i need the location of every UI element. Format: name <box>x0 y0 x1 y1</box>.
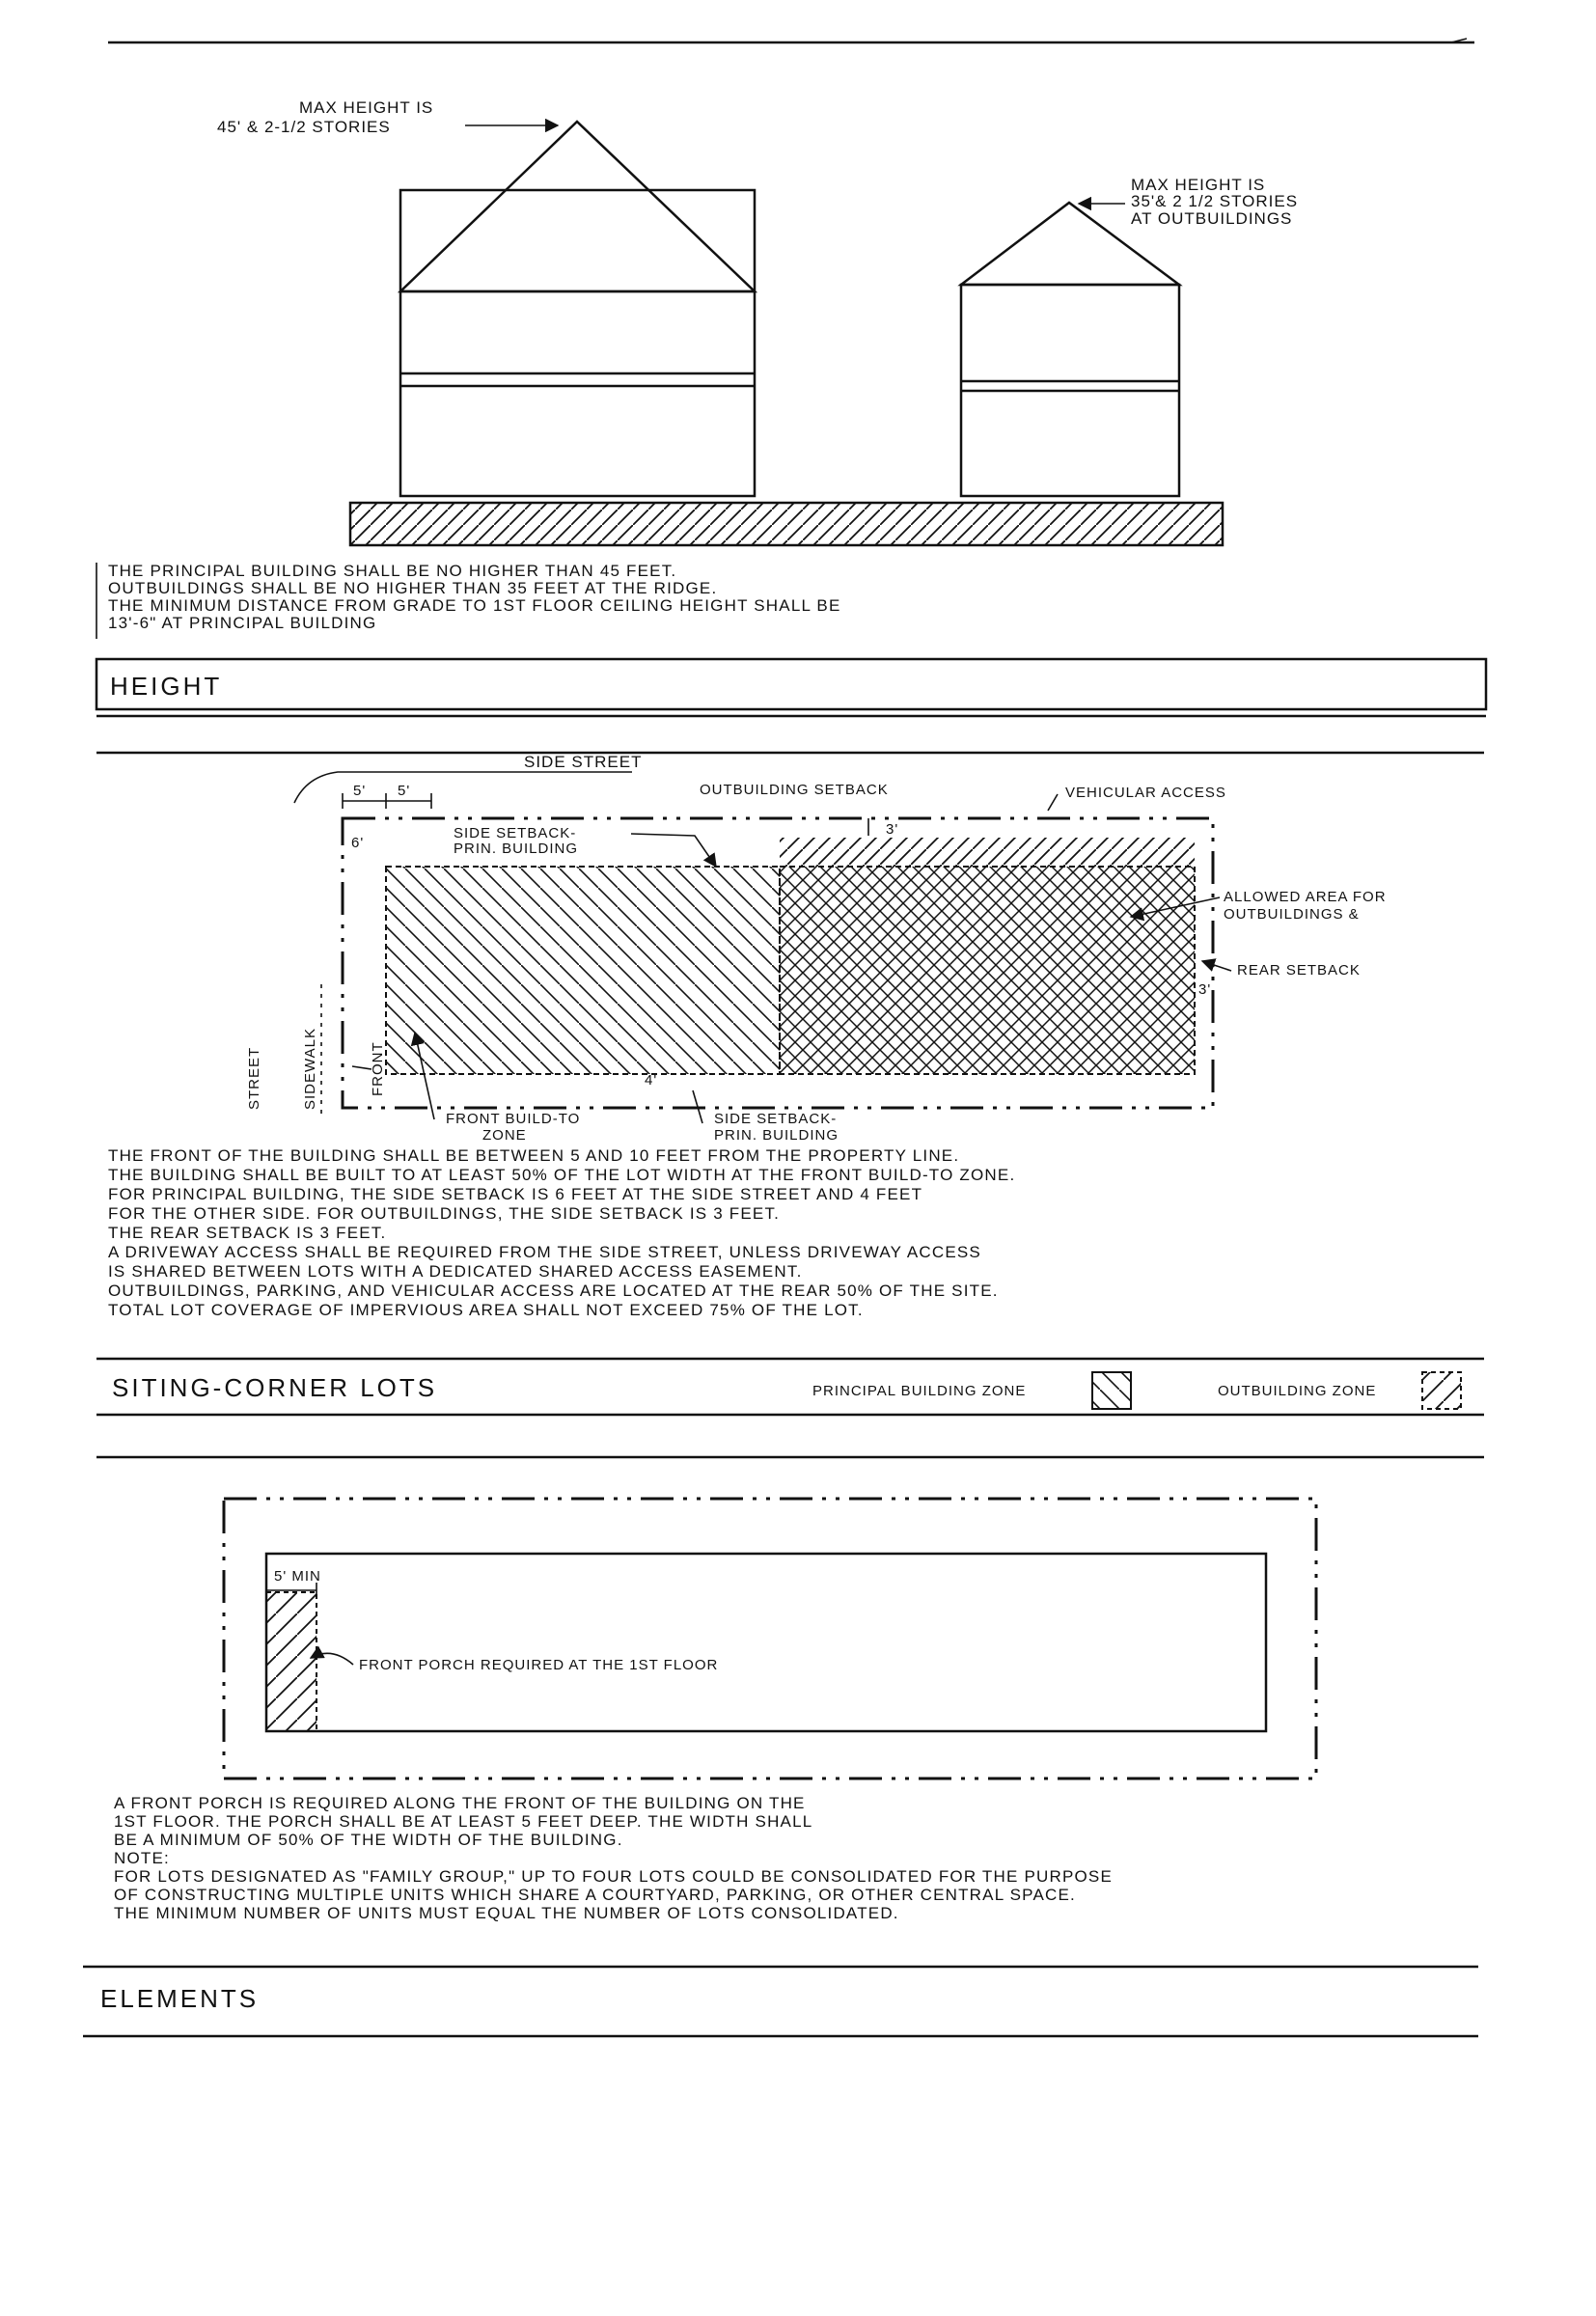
lot-line <box>224 1499 1316 1778</box>
outbuilding-height-label-line1: MAX HEIGHT IS <box>1131 176 1266 194</box>
elements-note-1: A FRONT PORCH IS REQUIRED ALONG THE FRONT OF THE BUILDING ON THE <box>114 1794 806 1812</box>
ground-hatch <box>350 503 1223 545</box>
side-setback-bottom-line2: PRIN. BUILDING <box>714 1127 839 1144</box>
siting-note-7: IS SHARED BETWEEN LOTS WITH A DEDICATED SHARED ACCESS EASEMENT. <box>108 1262 803 1281</box>
siting-note-3: FOR PRINCIPAL BUILDING, THE SIDE SETBACK IS 6 FEET AT THE SIDE STREET AND 4 FEET <box>108 1185 923 1203</box>
elements-note-6: OF CONSTRUCTING MULTIPLE UNITS WHICH SHARE A COURTYARD, PARKING, OR OTHER CENTRAL SPACE. <box>114 1886 1076 1904</box>
elements-note-2: 1ST FLOOR. THE PORCH SHALL BE AT LEAST 5 FEET DEEP. THE WIDTH SHALL <box>114 1812 813 1831</box>
principal-height-label-line2: 45' & 2-1/2 STORIES <box>217 118 391 136</box>
outbuilding-elevation <box>961 203 1179 496</box>
dim-5-left: 5' <box>353 783 367 799</box>
siting-panel-title: SITING-CORNER LOTS <box>112 1373 438 1402</box>
dim-3-rear: 3' <box>1198 981 1212 998</box>
principal-building-elevation <box>400 122 755 496</box>
elements-panel <box>83 1457 1484 2036</box>
front-build-to-line2: ZONE <box>482 1127 527 1144</box>
outbuilding-setback-label: OUTBUILDING SETBACK <box>700 782 889 798</box>
elements-note-3: BE A MINIMUM OF 50% OF THE WIDTH OF THE BUILDING. <box>114 1831 623 1849</box>
principal-height-label-line1: MAX HEIGHT IS <box>299 98 434 117</box>
vehicular-access-label: VEHICULAR ACCESS <box>1065 785 1226 801</box>
elements-note-label: NOTE: <box>114 1849 170 1867</box>
porch-min-dimension: 5' MIN <box>274 1568 321 1585</box>
building-outline <box>266 1554 1266 1731</box>
allowed-area-line1: ALLOWED AREA FOR <box>1224 889 1387 905</box>
siting-note-5: THE REAR SETBACK IS 3 FEET. <box>108 1224 387 1242</box>
elements-note-7: THE MINIMUM NUMBER OF UNITS MUST EQUAL THE NUMBER OF LOTS CONSOLIDATED. <box>114 1904 899 1922</box>
legend-outbuilding-label: OUTBUILDING ZONE <box>1218 1383 1377 1399</box>
siting-note-1: THE FRONT OF THE BUILDING SHALL BE BETWEEN 5 AND 10 FEET FROM THE PROPERTY LINE. <box>108 1146 960 1165</box>
siting-note-2: THE BUILDING SHALL BE BUILT TO AT LEAST 50% OF THE LOT WIDTH AT THE FRONT BUILD-TO ZONE. <box>108 1166 1016 1184</box>
sidewalk-label: SIDEWALK <box>302 1028 318 1110</box>
height-note-4: 13'-6" AT PRINCIPAL BUILDING <box>108 614 377 632</box>
outbuilding-side-setback-hatch <box>780 838 1195 867</box>
legend-outbuilding-swatch <box>1422 1372 1461 1409</box>
side-street-curb <box>294 772 632 803</box>
height-note-1: THE PRINCIPAL BUILDING SHALL BE NO HIGHER THAN 45 FEET. <box>108 562 677 580</box>
dim-5-right: 5' <box>398 783 411 799</box>
siting-note-4: FOR THE OTHER SIDE. FOR OUTBUILDINGS, THE SIDE SETBACK IS 3 FEET. <box>108 1204 781 1223</box>
small-mark <box>352 1066 371 1069</box>
rear-setback-label: REAR SETBACK <box>1237 962 1361 979</box>
elements-note-5: FOR LOTS DESIGNATED AS "FAMILY GROUP," UP TO FOUR LOTS COULD BE CONSOLIDATED FOR THE PURPOSE <box>114 1867 1113 1886</box>
leader-line <box>1048 794 1058 811</box>
leader-arrow <box>631 834 716 867</box>
elements-panel-title: ELEMENTS <box>100 1984 260 2013</box>
siting-note-6: A DRIVEWAY ACCESS SHALL BE REQUIRED FROM THE SIDE STREET, UNLESS DRIVEWAY ACCESS <box>108 1243 981 1261</box>
height-panel-title: HEIGHT <box>110 672 223 701</box>
height-note-3: THE MINIMUM DISTANCE FROM GRADE TO 1ST FLOOR CEILING HEIGHT SHALL BE <box>108 596 841 615</box>
side-setback-top-line1: SIDE SETBACK- <box>454 825 577 841</box>
front-build-to-line1: FRONT BUILD-TO <box>446 1111 581 1127</box>
outbuilding-height-label-line3: AT OUTBUILDINGS <box>1131 209 1293 228</box>
side-street-label: SIDE STREET <box>524 753 643 771</box>
dim-6: 6' <box>351 835 365 851</box>
height-note-2: OUTBUILDINGS SHALL BE NO HIGHER THAN 35 FEET AT THE RIDGE. <box>108 579 718 597</box>
street-label: STREET <box>246 1046 262 1110</box>
dim-4: 4' <box>645 1072 658 1089</box>
legend-principal-swatch <box>1092 1372 1131 1409</box>
siting-note-9: TOTAL LOT COVERAGE OF IMPERVIOUS AREA SHALL NOT EXCEED 75% OF THE LOT. <box>108 1301 864 1319</box>
siting-panel <box>96 753 1484 1415</box>
dim-3-top: 3' <box>886 821 899 838</box>
front-porch-hatch <box>266 1592 316 1731</box>
outbuilding-height-label-line2: 35'& 2 1/2 STORIES <box>1131 192 1299 210</box>
side-setback-bottom-line1: SIDE SETBACK- <box>714 1111 838 1127</box>
leader-arrow <box>1202 961 1231 971</box>
height-title-bar <box>96 659 1486 709</box>
front-label: FRONT <box>370 1041 386 1096</box>
outbuilding-zone <box>780 867 1195 1074</box>
height-panel <box>96 39 1486 716</box>
siting-note-8: OUTBUILDINGS, PARKING, AND VEHICULAR ACCESS ARE LOCATED AT THE REAR 50% OF THE SITE. <box>108 1282 999 1300</box>
porch-callout: FRONT PORCH REQUIRED AT THE 1ST FLOOR <box>359 1657 719 1673</box>
allowed-area-line2: OUTBUILDINGS & <box>1224 906 1360 923</box>
side-setback-top-line2: PRIN. BUILDING <box>454 841 579 857</box>
legend-principal-label: PRINCIPAL BUILDING ZONE <box>812 1383 1027 1399</box>
principal-building-zone <box>386 867 780 1074</box>
